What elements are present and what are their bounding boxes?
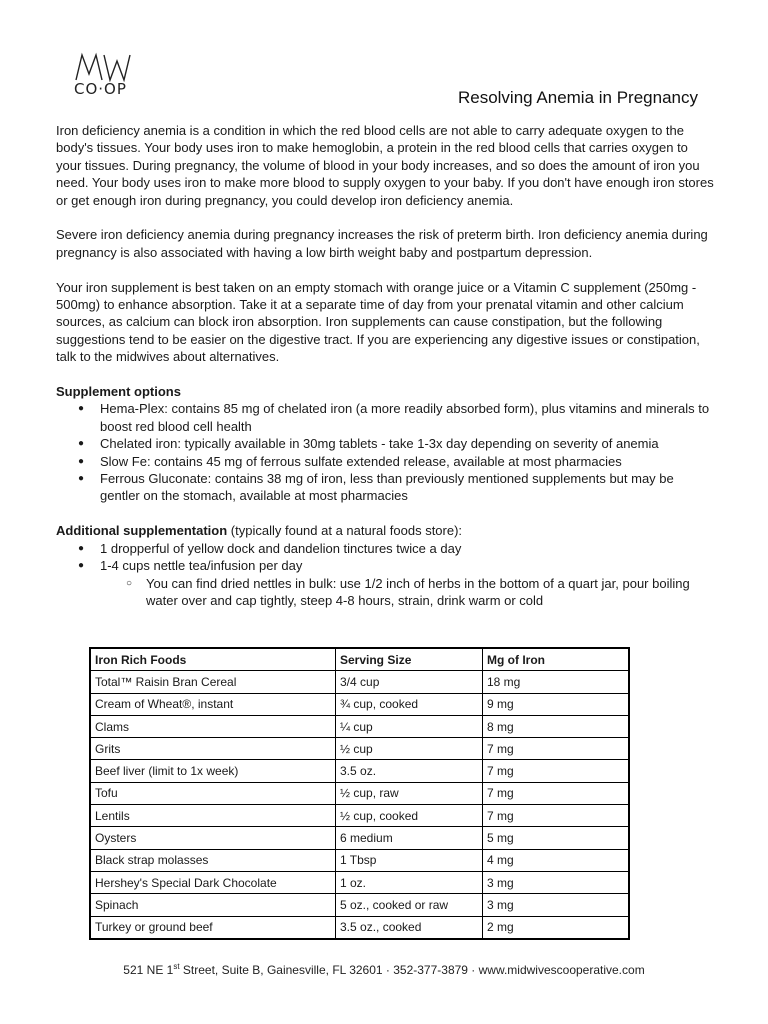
mw-logo-mark — [74, 52, 134, 82]
cell-serving: 5 oz., cooked or raw — [336, 894, 483, 916]
cell-food: Lentils — [90, 805, 336, 827]
additional-supplementation-heading — [56, 522, 716, 539]
additional-list — [56, 540, 716, 610]
table-row — [90, 715, 629, 737]
list-item: ● Ferrous Gluconate: contains 38 mg of iron, less than previously mentioned supplements but may be gentler on the stomach, available at most pharmacies — [100, 470, 716, 505]
cell-iron: 8 mg — [483, 715, 630, 737]
footer-address — [0, 962, 768, 977]
cell-serving: ½ cup — [336, 738, 483, 760]
table-body — [90, 671, 629, 939]
list-item — [100, 557, 716, 609]
cell-serving: 6 medium — [336, 827, 483, 849]
sub-list-item: ○ You can find dried nettles in bulk: use 1/2 inch of herbs in the bottom of a quart jar, pour boiling water over and cap tightly, steep 4-8 hours, strain, drink warm or cold — [146, 575, 716, 610]
table-row — [90, 760, 629, 782]
table-row — [90, 805, 629, 827]
list-item: ● Slow Fe: contains 45 mg of ferrous sulfate extended release, available at most pharmacies — [100, 453, 716, 470]
cell-iron: 7 mg — [483, 760, 630, 782]
cell-food: Spinach — [90, 894, 336, 916]
cell-serving: ¾ cup, cooked — [336, 693, 483, 715]
table-row — [90, 827, 629, 849]
cell-iron: 3 mg — [483, 871, 630, 893]
list-item: ● Hema-Plex: contains 85 mg of chelated iron (a more readily absorbed form), plus vitamins and minerals to boost red blood cell health — [100, 400, 716, 435]
cell-food: Beef liver (limit to 1x week) — [90, 760, 336, 782]
document-body — [56, 122, 716, 609]
column-header-iron: Mg of Iron — [483, 648, 630, 671]
cell-food: Cream of Wheat®, instant — [90, 693, 336, 715]
cell-serving: 1 Tbsp — [336, 849, 483, 871]
cell-serving: 3/4 cup — [336, 671, 483, 693]
cell-serving: ¼ cup — [336, 715, 483, 737]
cell-serving: 1 oz. — [336, 871, 483, 893]
footer-address-rest: Street, Suite B, Gainesville, FL 32601 · 352-377-3879 · www.midwivescooperative.com — [179, 963, 645, 977]
table-row — [90, 871, 629, 893]
cell-food: Turkey or ground beef — [90, 916, 336, 939]
supplement-list — [56, 400, 716, 504]
column-header-serving: Serving Size — [336, 648, 483, 671]
list-item-text: 1-4 cups nettle tea/infusion per day — [100, 558, 303, 574]
sub-list — [100, 575, 716, 610]
cell-food: Tofu — [90, 782, 336, 804]
cell-food: Hershey's Special Dark Chocolate — [90, 871, 336, 893]
cell-iron: 4 mg — [483, 849, 630, 871]
additional-title: Additional supplementation — [56, 523, 228, 539]
table-header-row — [90, 648, 629, 671]
table-row — [90, 693, 629, 715]
table-row — [90, 916, 629, 939]
cell-iron: 5 mg — [483, 827, 630, 849]
cell-iron: 7 mg — [483, 782, 630, 804]
paragraph-risks: Severe iron deficiency anemia during pregnancy increases the risk of preterm birth. Iron deficiency anemia during pregnancy is also associated with having a low birth weight baby and postpartum depression. — [56, 227, 708, 260]
cell-serving: 3.5 oz. — [336, 760, 483, 782]
cell-iron: 9 mg — [483, 693, 630, 715]
cell-serving: ½ cup, cooked — [336, 805, 483, 827]
cell-serving: ½ cup, raw — [336, 782, 483, 804]
logo-coop-text: CO·OP — [74, 80, 127, 98]
cell-food: Total™ Raisin Bran Cereal — [90, 671, 336, 693]
cell-iron: 18 mg — [483, 671, 630, 693]
additional-note: (typically found at a natural foods store): — [230, 523, 463, 539]
table-row — [90, 738, 629, 760]
cell-serving: 3.5 oz., cooked — [336, 916, 483, 939]
supplement-options-heading: Supplement options — [56, 384, 181, 400]
list-item: ● Chelated iron: typically available in 30mg tablets - take 1-3x day depending on severity of anemia — [100, 435, 716, 452]
table-row — [90, 671, 629, 693]
list-item: ● 1 dropperful of yellow dock and dandelion tinctures twice a day — [100, 540, 716, 557]
table-row — [90, 849, 629, 871]
footer-address-part: 521 NE 1 — [123, 963, 174, 977]
cell-food: Oysters — [90, 827, 336, 849]
table-row — [90, 782, 629, 804]
cell-food: Grits — [90, 738, 336, 760]
paragraph-absorption: Your iron supplement is best taken on an empty stomach with orange juice or a Vitamin C supplement (250mg - 500mg) to enhance absorption. Take it at a separate time of day from your prenatal vitamin and other calcium sources, as calcium can block iron absorption. Iron supplements can cause constipation, but the following suggestions tend to be easier on the digestive tract. If you are experiencing any digestive issues or constipation, talk to the midwives about alternatives. — [56, 279, 700, 365]
cell-food: Clams — [90, 715, 336, 737]
iron-rich-foods-table — [89, 647, 630, 940]
table-row — [90, 894, 629, 916]
cell-food: Black strap molasses — [90, 849, 336, 871]
column-header-food: Iron Rich Foods — [90, 648, 336, 671]
logo — [74, 52, 154, 98]
page-title: Resolving Anemia in Pregnancy — [457, 88, 698, 107]
cell-iron: 7 mg — [483, 738, 630, 760]
footer-superscript: st — [173, 962, 180, 971]
cell-iron: 3 mg — [483, 894, 630, 916]
paragraph-intro: Iron deficiency anemia is a condition in which the red blood cells are not able to carry adequate oxygen to the body's tissues. Your body uses iron to make hemoglobin, a protein in the red blood cells that carries oxygen to your tissues. During pregnancy, the volume of blood in your body increases, and so does the amount of iron you need. Your body uses iron to make more blood to supply oxygen to your baby. If you don't have enough iron stores or get enough iron during pregnancy, you could develop iron deficiency anemia. — [56, 123, 714, 208]
cell-iron: 7 mg — [483, 805, 630, 827]
cell-iron: 2 mg — [483, 916, 630, 939]
